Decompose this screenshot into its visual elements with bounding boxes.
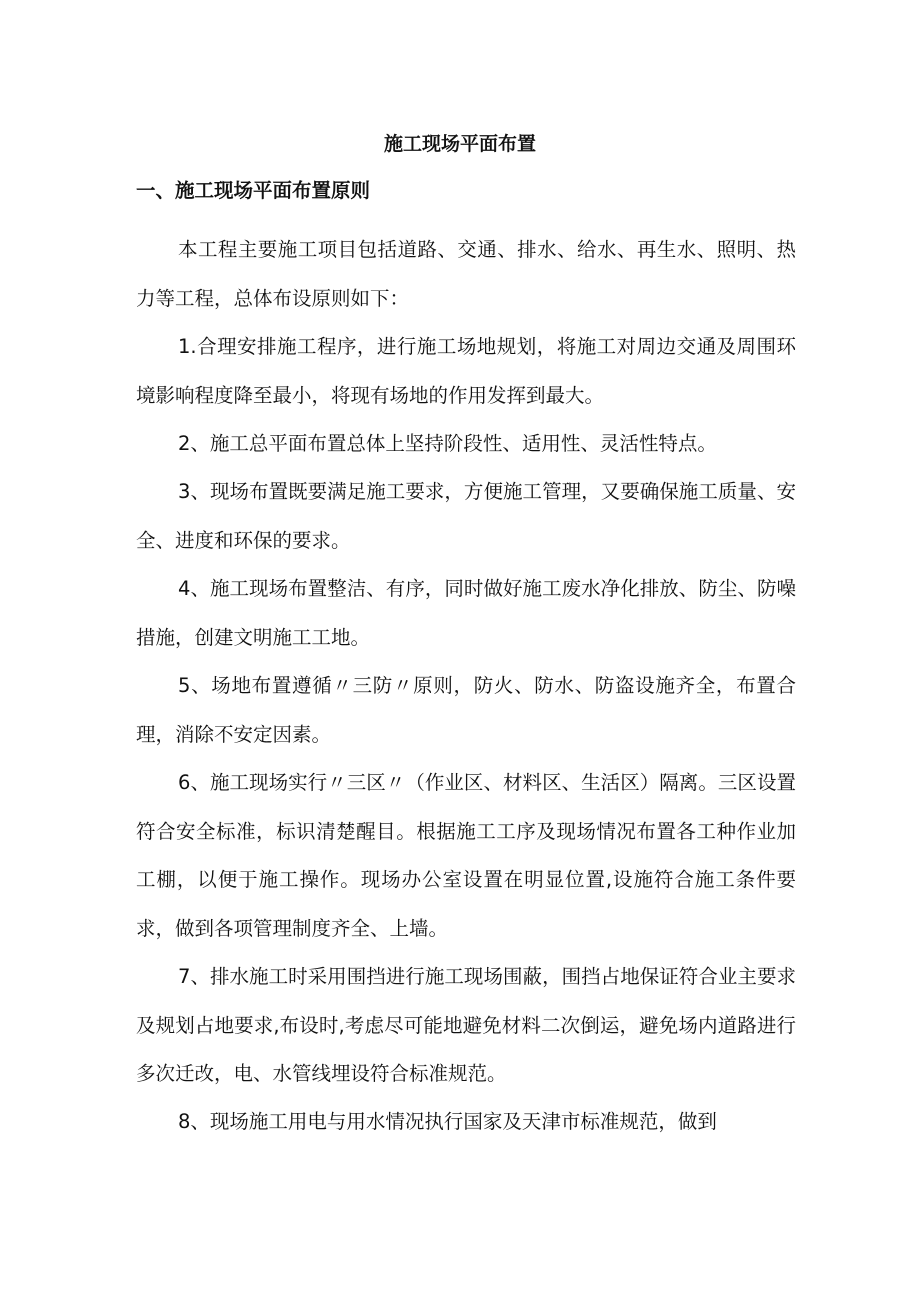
- paragraph-item-3: 3、现场布置既要满足施工要求，方便施工管理，又要确保施工质量、安全、进度和环保的要求。: [136, 480, 796, 552]
- paragraph-item-7: 7、排水施工时采用围挡进行施工现场围蔽，围挡占地保证符合业主要求及规划占地要求,布设时,考虑尽可能地避免材料二次倒运，避免场内道路进行多次迁改，电、水管线埋设符合标准规范。: [136, 965, 796, 1085]
- paragraph-item-6: 6、施工现场实行〃三区〃（作业区、材料区、生活区）隔离。三区设置符合安全标准，标识清楚醒目。根据施工工序及现场情况布置各工种作业加工棚，以便于施工操作。现场办公室设置在明显位置,设施符合施工条件要求，做到各项管理制度齐全、上墙。: [136, 771, 796, 940]
- section-heading: 一、施工现场平面布置原则: [136, 179, 371, 202]
- paragraph-intro: 本工程主要施工项目包括道路、交通、排水、给水、再生水、照明、热力等工程，总体布设原则如下：: [136, 238, 796, 310]
- paragraph-item-5: 5、场地布置遵循〃三防〃原则，防火、防水、防盗设施齐全，布置合理，消除不安定因素。: [136, 674, 796, 746]
- paragraph-item-1: 1.合理安排施工程序，进行施工场地规划，将施工对周边交通及周围环境影响程度降至最小，将现有场地的作用发挥到最大。: [136, 335, 796, 407]
- paragraph-item-4: 4、施工现场布置整洁、有序，同时做好施工废水净化排放、防尘、防噪措施，创建文明施工工地。: [136, 577, 796, 649]
- paragraph-item-2: 2、施工总平面布置总体上坚持阶段性、适用性、灵活性特点。: [178, 432, 717, 455]
- document-title: 施工现场平面布置: [383, 133, 536, 155]
- paragraph-item-8: 8、现场施工用电与用水情况执行国家及天津市标准规范，做到: [178, 1110, 717, 1133]
